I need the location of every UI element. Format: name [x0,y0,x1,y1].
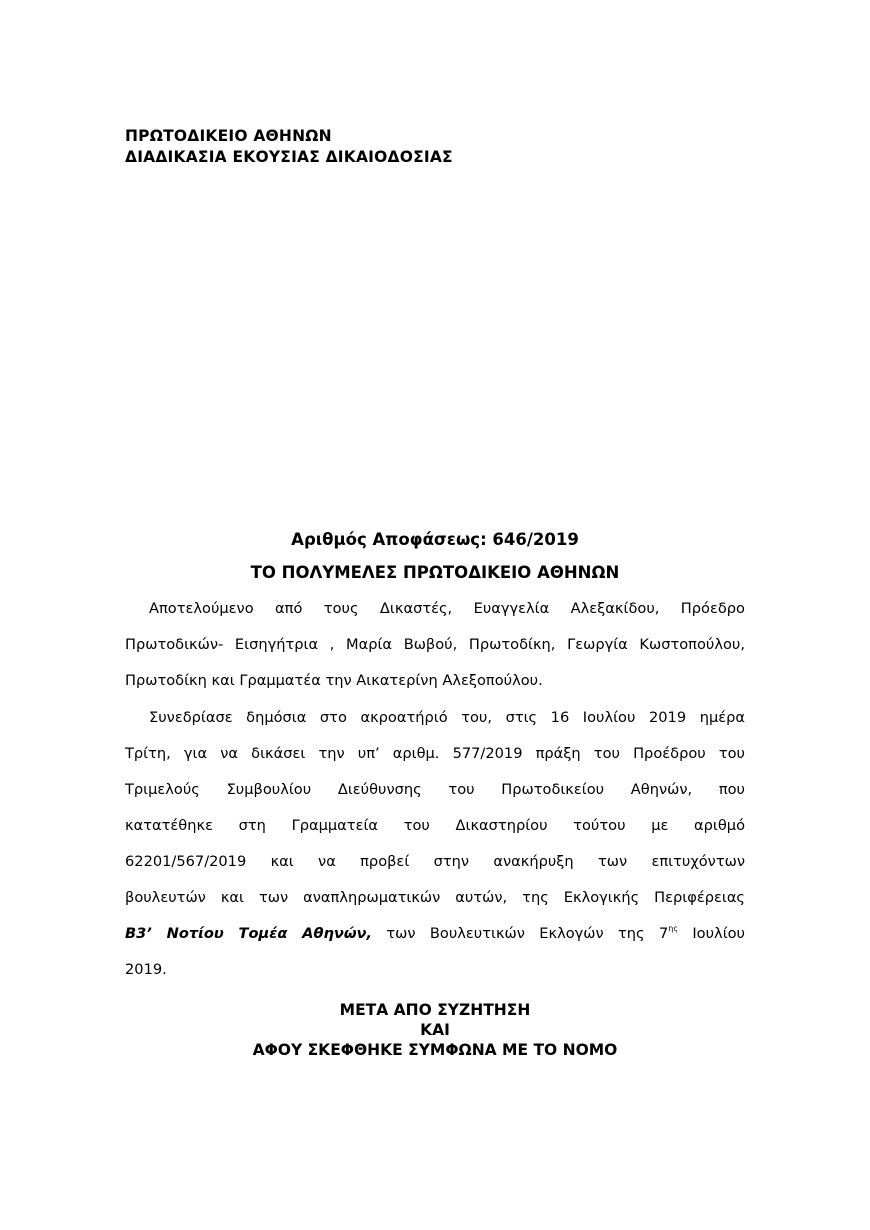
closing-heading [125,1000,745,1060]
decision-number: Αριθμός Αποφάσεως: 646/2019 [291,530,579,549]
closing-line: ΑΦΟΥ ΣΚΕΦΘΗΚΕ ΣΥΜΦΩΝΑ ΜΕ ΤΟ ΝΟΜΟ [252,1041,618,1059]
election-text: των Βουλευτικών Εκλογών της 7 [372,925,669,942]
ordinal-suffix: ης [668,924,679,933]
session-paragraph [125,700,745,988]
paragraph-line: Πρωτοδίκη και Γραμματέα την Αικατερίνη Αλεξοπούλου. [125,672,543,689]
court-heading: ΠΡΩΤΟΔΙΚΕΙΟ ΑΘΗΝΩΝ [125,127,332,145]
paragraph-line: Αποτελούμενο από τους Δικαστές, Ευαγγελία Αλεξακίδου, Πρόεδρο [149,600,745,617]
paragraph-line [125,916,745,952]
paragraph-line: Τρίτη, για να δικάσει την υπ’ αριθμ. 577/2019 πράξη του Προέδρου του [125,745,745,762]
paragraph-line: Συνεδρίασε δημόσια στο ακροατήριό του, στις 16 Ιουλίου 2019 ημέρα [149,709,745,726]
closing-line: ΜΕΤΑ ΑΠΟ ΣΥΖΗΤΗΣΗ [339,1001,531,1019]
paragraph-line: κατατέθηκε στη Γραμματεία του Δικαστηρίου τούτου με αριθμό [125,817,745,834]
procedure-heading: ΔΙΑΔΙΚΑΣΙΑ ΕΚΟΥΣΙΑΣ ΔΙΚΑΙΟΔΟΣΙΑΣ [125,148,453,166]
paragraph-line: Πρωτοδικών- Εισηγήτρια , Μαρία Βωβού, Πρωτοδίκη, Γεωργία Κωστοπούλου, [125,636,745,653]
paragraph-line: 2019. [125,961,167,978]
paragraph-line: βουλευτών και των αναπληρωματικών αυτών, της Εκλογικής Περιφέρειας [125,889,745,906]
paragraph-line: Τριμελούς Συμβουλίου Διεύθυνσης του Πρωτοδικείου Αθηνών, που [125,781,745,798]
constituency-name: Β3’ Νοτίου Τομέα Αθηνών, [125,925,373,942]
closing-line: ΚΑΙ [420,1021,450,1039]
month-text: Ιουλίου [678,925,746,942]
composition-paragraph [125,591,745,699]
court-name-title: ΤΟ ΠΟΛΥΜΕΛΕΣ ΠΡΩΤΟΔΙΚΕΙΟ ΑΘΗΝΩΝ [250,563,620,582]
paragraph-line: 62201/567/2019 και να προβεί στην ανακήρυξη των επιτυχόντων [125,853,745,870]
document-header [125,126,453,168]
